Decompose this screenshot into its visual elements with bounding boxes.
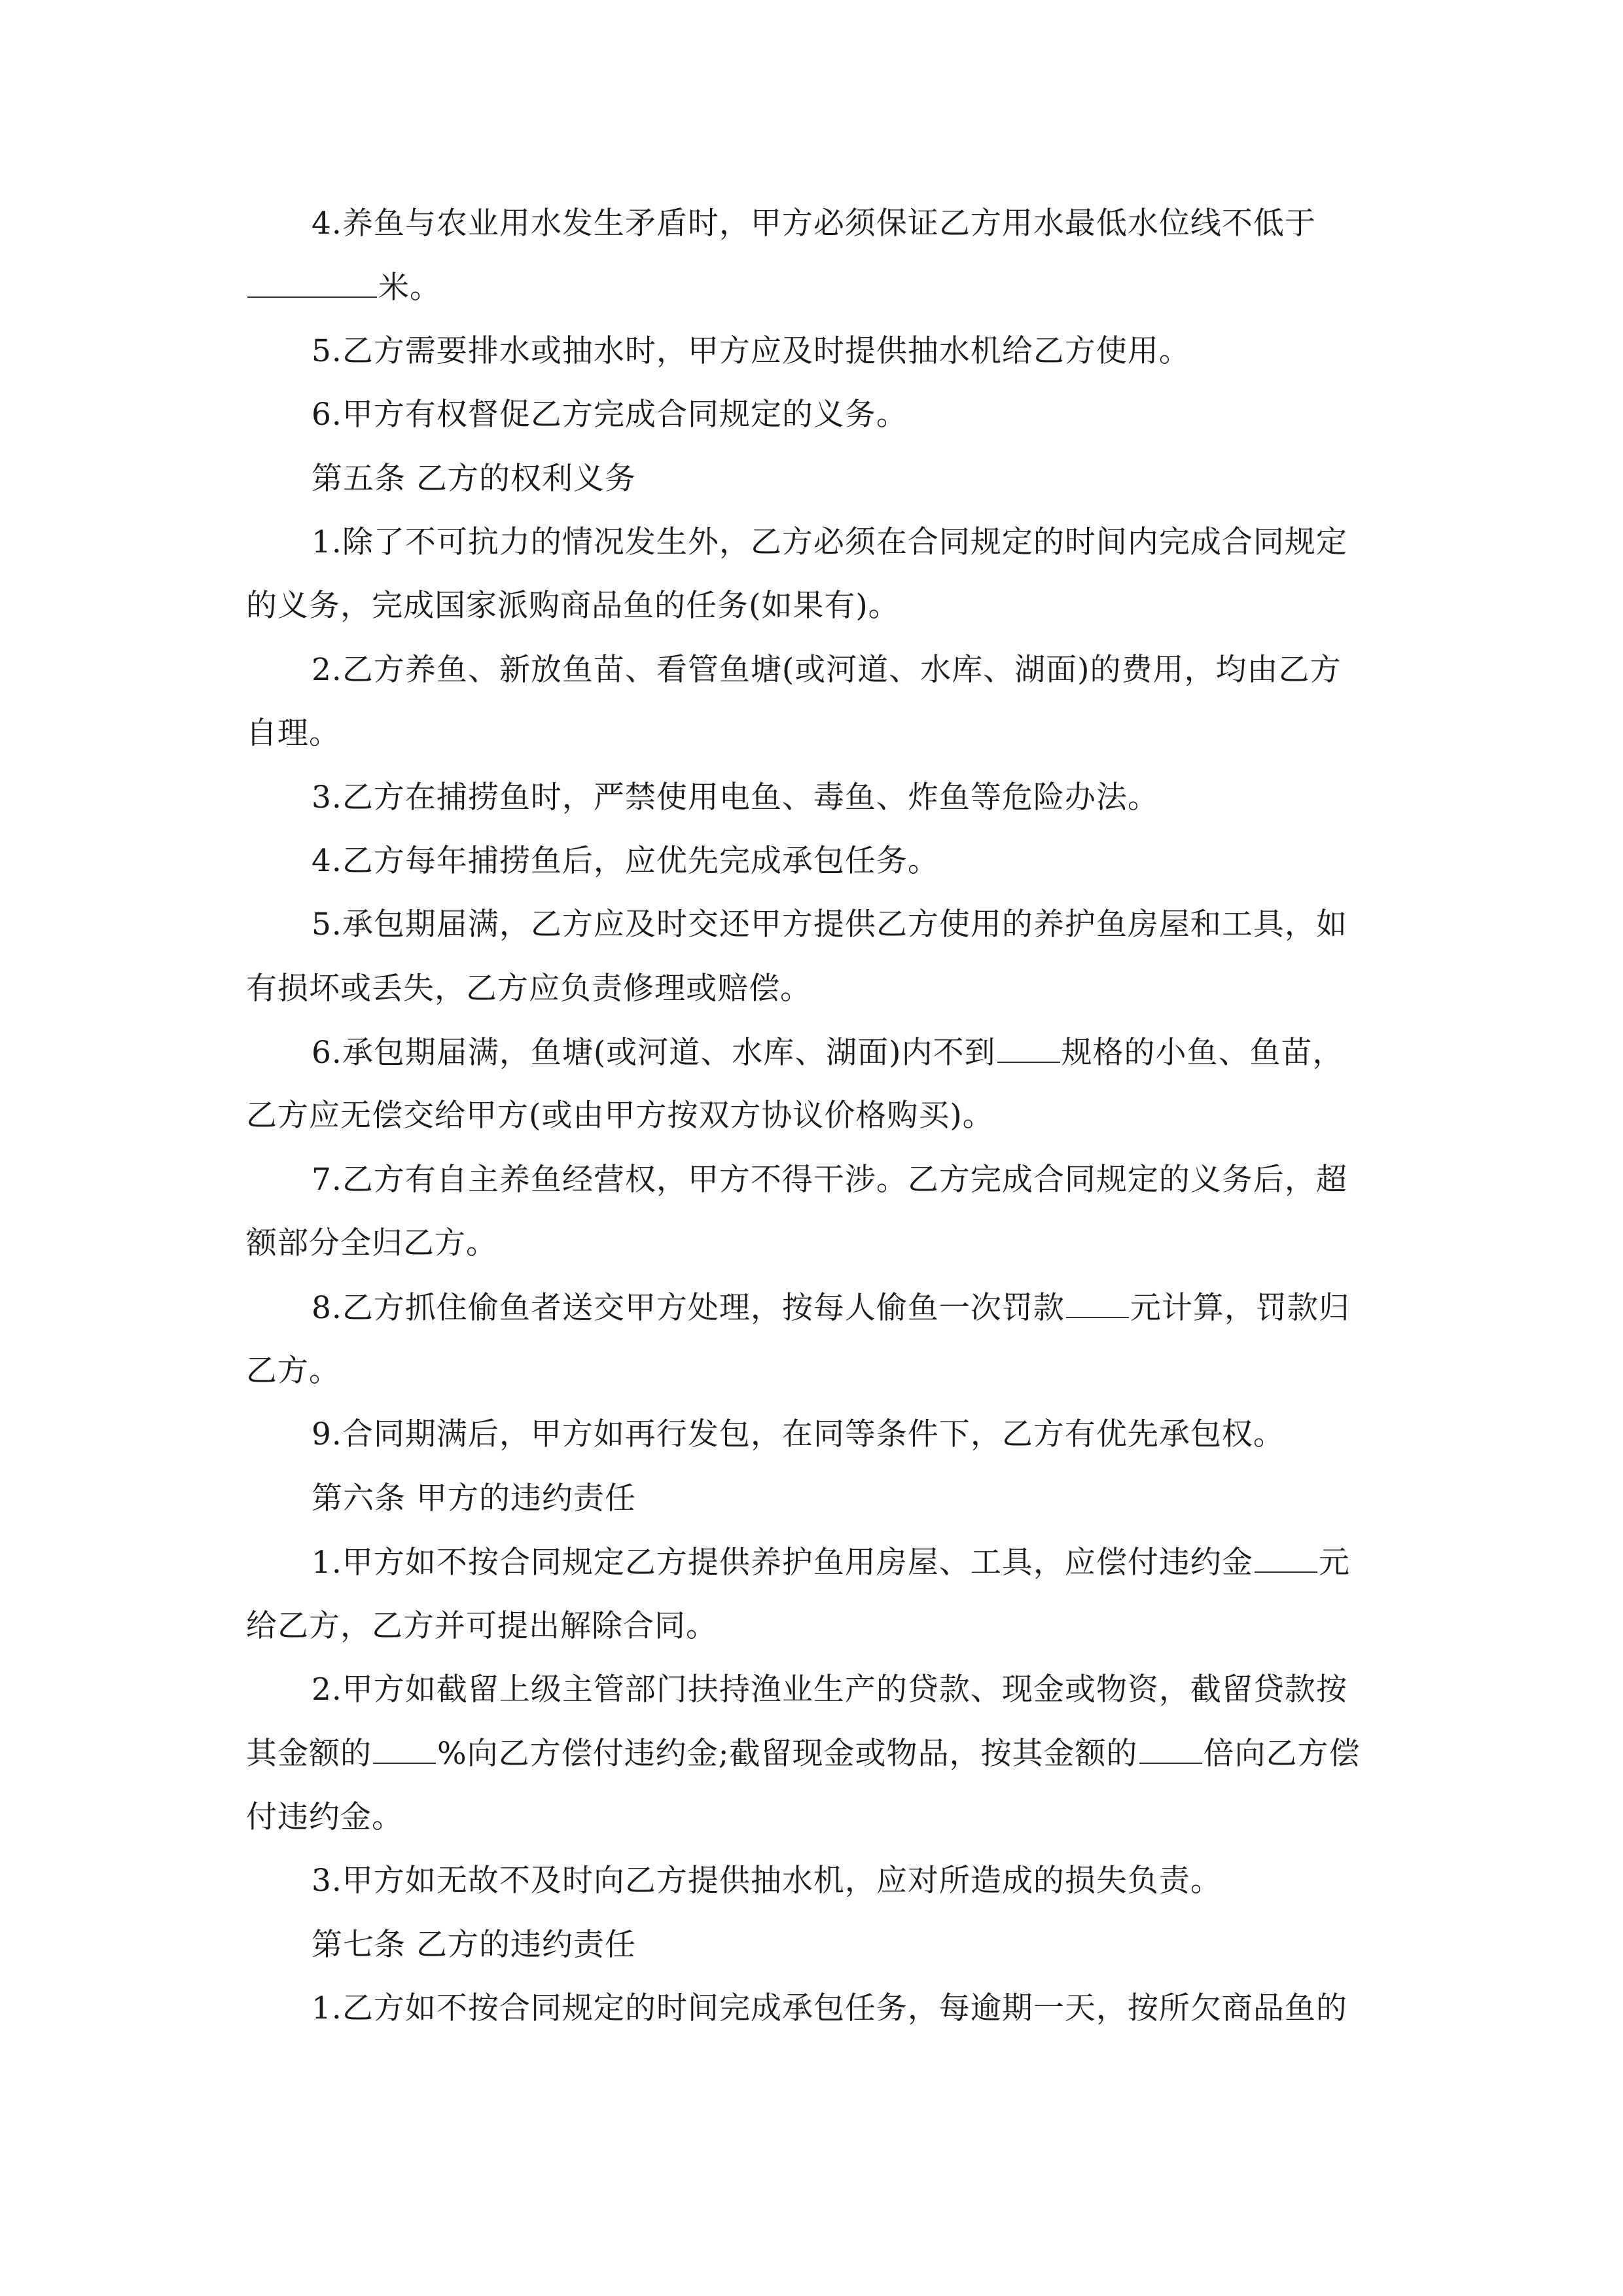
clause-line xyxy=(246,1033,1382,1096)
text-segment: 付违约金。 xyxy=(246,1799,403,1835)
clause-line xyxy=(246,1352,1382,1415)
clause-line xyxy=(246,395,1382,459)
text-segment: 其金额的 xyxy=(246,1736,372,1772)
text-segment: 额部分全归乙方。 xyxy=(246,1225,497,1262)
text-segment: 第六条 甲方的违约责任 xyxy=(312,1480,636,1516)
clause-line xyxy=(246,1989,1382,2053)
clause-line xyxy=(246,1415,1382,1479)
text-segment: 4.乙方每年捕捞鱼后，应优先完成承包任务。 xyxy=(312,842,939,879)
text-segment: 第七条 乙方的违约责任 xyxy=(312,1926,636,1963)
clause-line xyxy=(246,1288,1382,1352)
text-segment: 5.乙方需要排水或抽水时，甲方应及时提供抽水机给乙方使用。 xyxy=(312,332,1190,369)
text-segment: 元计算，罚款归 xyxy=(1130,1289,1350,1326)
clause-line xyxy=(246,905,1382,969)
text-segment: 第五条 乙方的权利义务 xyxy=(312,460,636,497)
fill-in-blank xyxy=(1139,1734,1202,1764)
fill-in-blank xyxy=(1066,1288,1129,1318)
text-segment: 规格的小鱼、鱼苗， xyxy=(1061,1035,1344,1071)
contract-text-body xyxy=(246,204,1382,2053)
clause-line xyxy=(246,1734,1382,1797)
fill-in-blank xyxy=(997,1033,1060,1063)
text-segment: 有损坏或丢失，乙方应负责修理或赔偿。 xyxy=(246,970,812,1007)
clause-line xyxy=(246,268,1382,331)
clause-line xyxy=(246,1160,1382,1224)
text-segment: 5.承包期届满，乙方应及时交还甲方提供乙方使用的养护鱼房屋和工具，如 xyxy=(312,906,1347,943)
text-segment: 倍向乙方偿 xyxy=(1203,1736,1361,1772)
clause-line xyxy=(246,1096,1382,1160)
text-segment: 米。 xyxy=(378,270,441,306)
text-segment: 乙方应无偿交给甲方(或由甲方按双方协议价格购买)。 xyxy=(246,1098,994,1134)
text-segment: 3.乙方在捕捞鱼时，严禁使用电鱼、毒鱼、炸鱼等危险办法。 xyxy=(312,779,1159,816)
text-segment: 1.乙方如不按合同规定的时间完成承包任务，每逾期一天，按所欠商品鱼的 xyxy=(312,1990,1347,2026)
text-segment: 的义务，完成国家派购商品鱼的任务(如果有)。 xyxy=(246,588,900,624)
text-segment: 7.乙方有自主养鱼经营权，甲方不得干涉。乙方完成合同规定的义务后，超 xyxy=(312,1161,1347,1198)
clause-line xyxy=(246,1543,1382,1606)
text-segment: %向乙方偿付违约金;截留现金或物品，按其金额的 xyxy=(437,1736,1138,1772)
clause-line xyxy=(246,1224,1382,1287)
clause-line xyxy=(246,969,1382,1033)
clause-line xyxy=(246,778,1382,842)
text-segment: 8.乙方抓住偷鱼者送交甲方处理，按每人偷鱼一次罚款 xyxy=(312,1289,1065,1326)
text-segment: 2.乙方养鱼、新放鱼苗、看管鱼塘(或河道、水库、湖面)的费用，均由乙方 xyxy=(312,651,1342,688)
text-segment: 9.合同期满后，甲方如再行发包，在同等条件下，乙方有优先承包权。 xyxy=(312,1416,1285,1453)
clause-line xyxy=(246,1798,1382,1861)
clause-line xyxy=(246,842,1382,905)
article-heading xyxy=(246,459,1382,523)
text-segment: 1.除了不可抗力的情况发生外，乙方必须在合同规定的时间内完成合同规定 xyxy=(312,524,1347,560)
fill-in-blank xyxy=(247,268,377,298)
fill-in-blank xyxy=(373,1734,436,1764)
text-segment: 自理。 xyxy=(246,715,340,752)
clause-line xyxy=(246,332,1382,395)
text-segment: 2.甲方如截留上级主管部门扶持渔业生产的贷款、现金或物资，截留贷款按 xyxy=(312,1671,1347,1708)
text-segment: 乙方。 xyxy=(246,1353,340,1390)
clause-line xyxy=(246,714,1382,778)
text-segment: 1.甲方如不按合同规定乙方提供养护鱼用房屋、工具，应偿付违约金 xyxy=(312,1545,1253,1581)
text-segment: 4.养鱼与农业用水发生矛盾时，甲方必须保证乙方用水最低水位线不低于 xyxy=(312,206,1316,242)
article-heading xyxy=(246,1479,1382,1543)
fill-in-blank xyxy=(1255,1543,1317,1573)
text-segment: 6.甲方有权督促乙方完成合同规定的义务。 xyxy=(312,397,908,433)
clause-line xyxy=(246,1670,1382,1734)
clause-line xyxy=(246,1861,1382,1925)
article-heading xyxy=(246,1926,1382,1989)
clause-line xyxy=(246,204,1382,268)
text-segment: 3.甲方如无故不及时向乙方提供抽水机，应对所造成的损失负责。 xyxy=(312,1863,1222,1899)
text-segment: 6.承包期届满，鱼塘(或河道、水库、湖面)内不到 xyxy=(312,1035,996,1071)
text-segment: 元 xyxy=(1318,1545,1350,1581)
clause-line xyxy=(246,523,1382,586)
clause-line xyxy=(246,651,1382,714)
clause-line xyxy=(246,1607,1382,1670)
text-segment: 给乙方，乙方并可提出解除合同。 xyxy=(246,1607,717,1644)
clause-line xyxy=(246,586,1382,650)
